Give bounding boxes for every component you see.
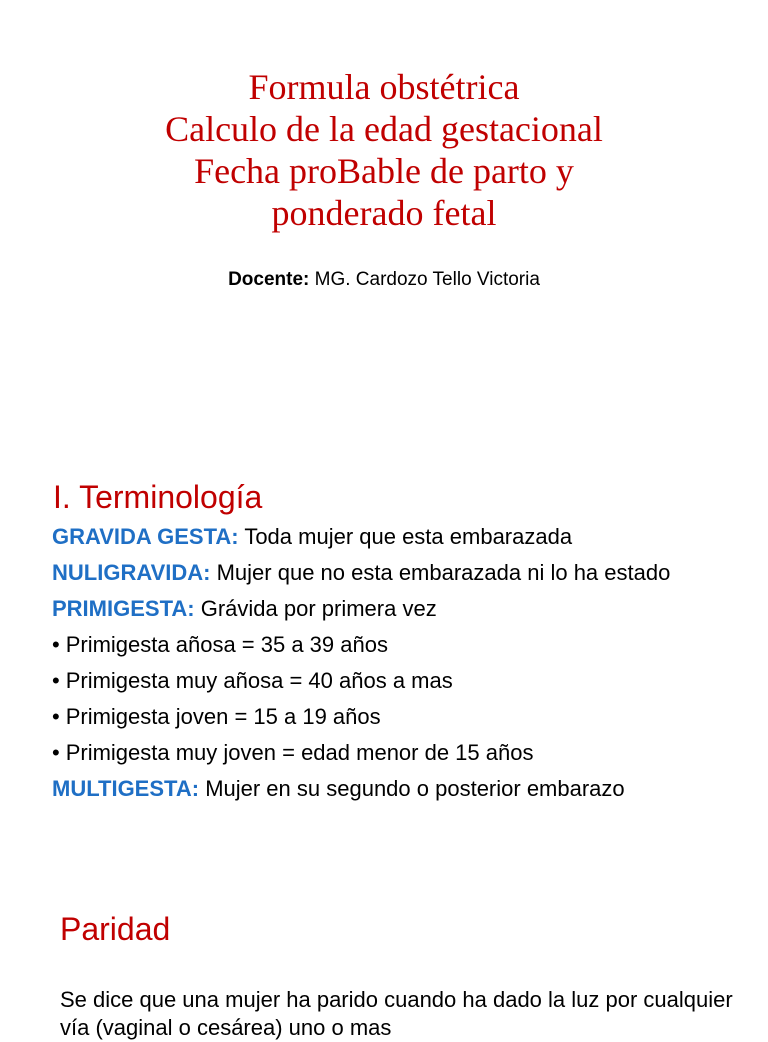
slide-terminologia — [0, 452, 768, 892]
title-line-3: Fecha proBable de parto y — [194, 151, 574, 191]
title-line-2: Calculo de la edad gestacional — [165, 109, 603, 149]
docente-name: MG. Cardozo Tello Victoria — [314, 269, 540, 290]
bullet-item — [52, 668, 732, 693]
bullet-text: Primigesta muy joven = edad menor de 15 años — [65, 740, 534, 765]
slide-title-heading — [0, 66, 768, 234]
bullet-icon: • — [52, 740, 60, 765]
term-gravida-gesta — [52, 524, 732, 549]
term-key: PRIMIGESTA: — [52, 596, 195, 621]
term-primigesta — [52, 596, 732, 621]
term-key: MULTIGESTA: — [52, 776, 200, 801]
paridad-heading: Paridad — [60, 911, 171, 947]
slide-title — [0, 0, 768, 452]
term-list — [52, 524, 732, 812]
term-multigesta — [52, 776, 732, 801]
docente-label: Docente: — [228, 269, 310, 290]
bullet-item — [52, 740, 732, 765]
bullet-icon: • — [52, 632, 60, 657]
term-key: NULIGRAVIDA: — [52, 560, 211, 585]
slide-paridad — [0, 892, 768, 1040]
term-nuligravida — [52, 560, 732, 585]
title-line-1: Formula obstétrica — [248, 67, 520, 107]
bullet-icon: • — [52, 704, 60, 729]
docente-line — [0, 268, 768, 292]
bullet-item — [52, 704, 732, 729]
bullet-item — [52, 632, 732, 657]
term-definition: Grávida por primera vez — [200, 596, 437, 621]
term-key: GRAVIDA GESTA: — [52, 524, 239, 549]
term-definition: Mujer que no esta embarazada ni lo ha estado — [216, 560, 671, 585]
bullet-text: Primigesta joven = 15 a 19 años — [65, 704, 381, 729]
bullet-icon: • — [52, 668, 60, 693]
term-definition: Toda mujer que esta embarazada — [244, 524, 573, 549]
terminologia-heading: I. Terminología — [53, 479, 263, 515]
bullet-text: Primigesta añosa = 35 a 39 años — [65, 632, 388, 657]
paridad-paragraph: Se dice que una mujer ha parido cuando ha dado la luz por cualquier vía (vaginal o cesárea) uno o mas — [60, 987, 733, 1040]
bullet-text: Primigesta muy añosa = 40 años a mas — [65, 668, 453, 693]
term-definition: Mujer en su segundo o posterior embarazo — [205, 776, 625, 801]
title-line-4: ponderado fetal — [271, 193, 497, 233]
